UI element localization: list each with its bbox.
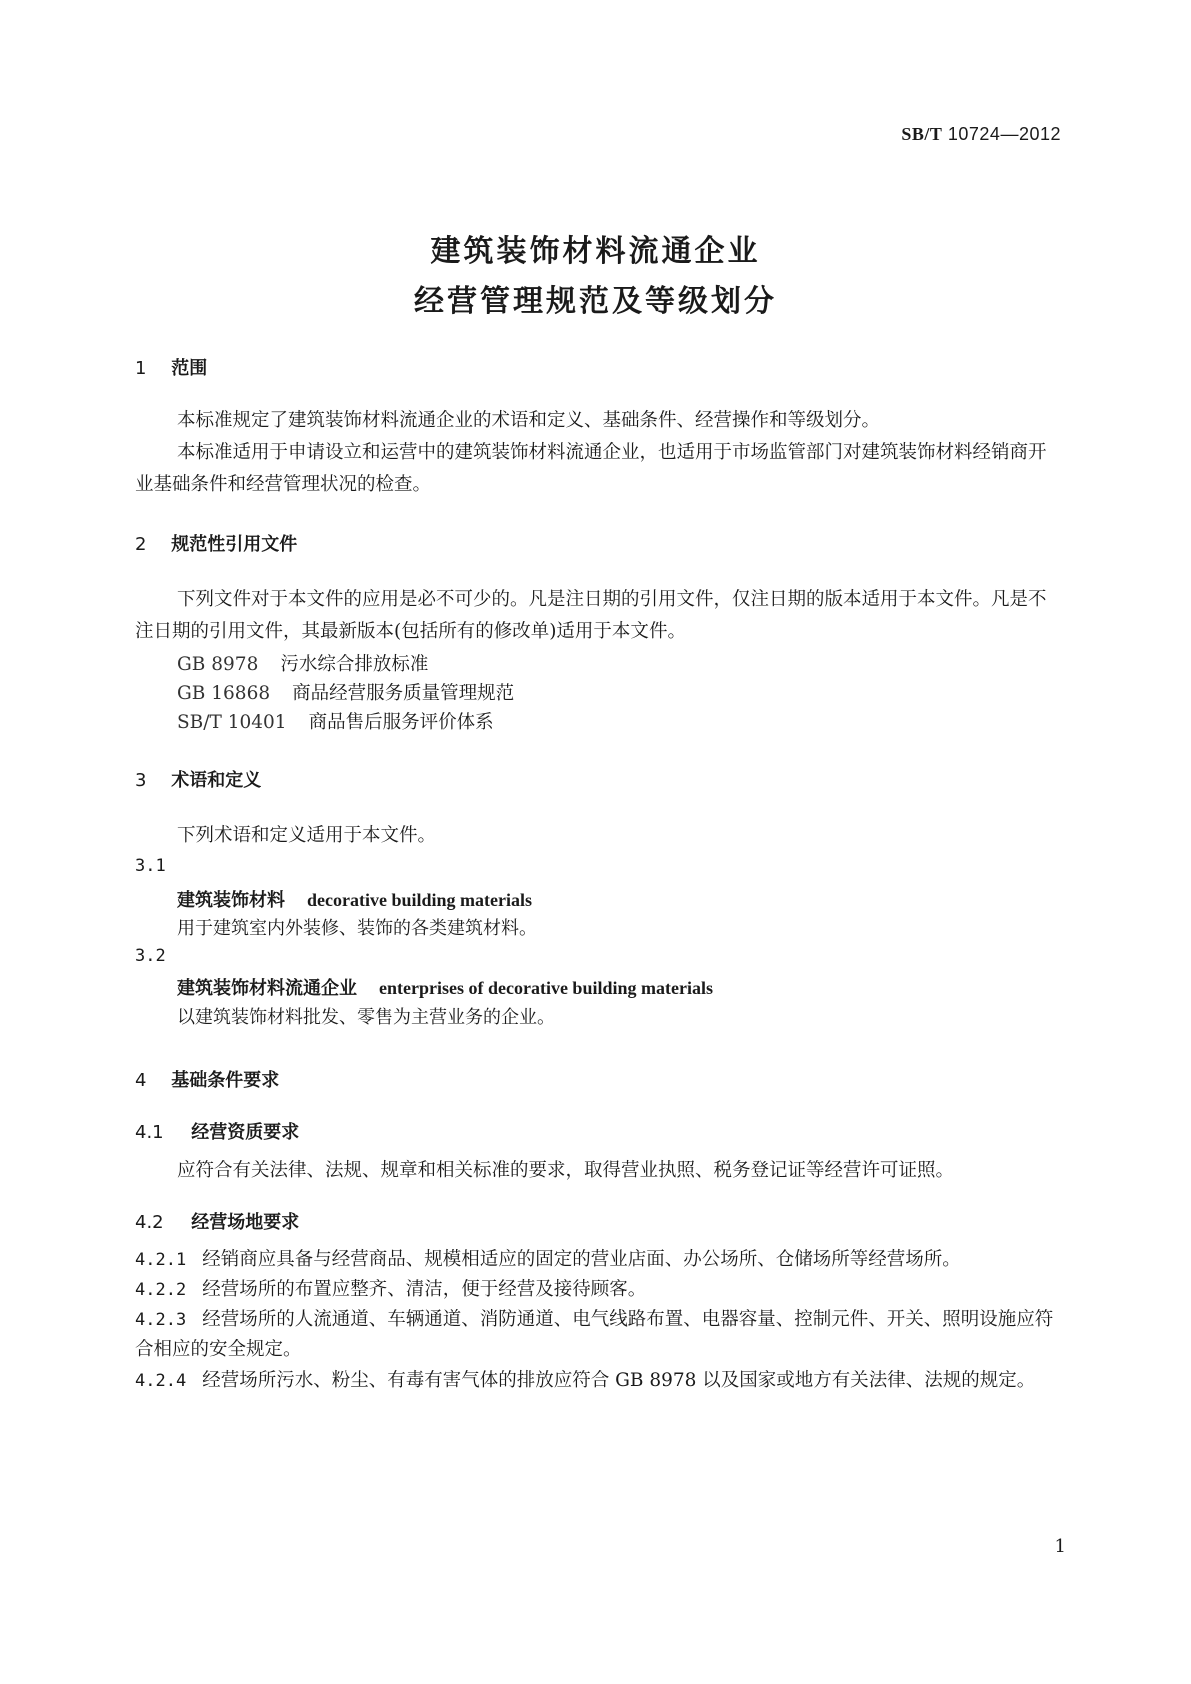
section-1-paragraph-2: 本标准适用于申请设立和运营中的建筑装饰材料流通企业，也适用于市场监管部门对建筑装饰材料经销商开业基础条件和经营管理状况的检查。 (135, 442, 1047, 495)
term-definition: 用于建筑室内外装修、装饰的各类建筑材料。 (177, 918, 537, 939)
subsection-title: 经营场地要求 (191, 1212, 300, 1233)
section-3-heading (135, 766, 261, 792)
section-number: 2 (135, 534, 147, 555)
subsection-number: 4.1 (135, 1122, 164, 1143)
term-english: enterprises of decorative building materials (379, 978, 713, 998)
page-number: 1 (1054, 1536, 1066, 1557)
section-1-paragraph-1: 本标准规定了建筑装饰材料流通企业的术语和定义、基础条件、经营操作和等级划分。 (177, 410, 881, 431)
reference-item: SB/T 10401 商品售后服务评价体系 (177, 712, 494, 733)
subsection-4-2-heading (135, 1208, 299, 1234)
document-title-line-1: 建筑装饰材料流通企业 (430, 234, 761, 269)
section-3-intro: 下列术语和定义适用于本文件。 (177, 825, 437, 846)
section-number: 4 (135, 1070, 147, 1091)
standard-number: 10724—2012 (947, 124, 1061, 144)
clause-item: 4.2.3 经营场所的人流通道、车辆通道、消防通道、电气线路布置、电器容量、控制元件、开关、照明设施应符合相应的安全规定。 (135, 1309, 1054, 1360)
subsection-4-1-text: 应符合有关法律、法规、规章和相关标准的要求，取得营业执照、税务登记证等经营许可证照。 (177, 1160, 955, 1181)
term-chinese: 建筑装饰材料流通企业 (177, 978, 357, 999)
subsection-title: 经营资质要求 (191, 1122, 300, 1143)
section-title: 基础条件要求 (171, 1070, 280, 1091)
section-title: 术语和定义 (171, 770, 262, 791)
standard-prefix: SB/T (901, 124, 943, 144)
term-number: 3.2 (135, 946, 166, 966)
term-entry (177, 974, 713, 1000)
reference-item: GB 16868 商品经营服务质量管理规范 (177, 683, 515, 704)
clause-item: 4.2.4 经营场所污水、粉尘、有毒有害气体的排放应符合 GB 8978 以及国家或地方有关法律、法规的规定。 (135, 1370, 1036, 1391)
term-number: 3.1 (135, 856, 166, 876)
clause-item: 4.2.1 经销商应具备与经营商品、规模相适应的固定的营业店面、办公场所、仓储场所等经营场所。 (135, 1249, 961, 1270)
section-number: 1 (135, 358, 147, 379)
standard-code (901, 124, 1061, 145)
term-definition: 以建筑装饰材料批发、零售为主营业务的企业。 (177, 1007, 555, 1028)
term-chinese: 建筑装饰材料 (177, 890, 285, 911)
section-title: 规范性引用文件 (171, 534, 298, 555)
section-1-heading (135, 354, 207, 380)
section-2-heading (135, 530, 297, 556)
subsection-number: 4.2 (135, 1212, 164, 1233)
document-title-line-2: 经营管理规范及等级划分 (414, 284, 777, 319)
section-number: 3 (135, 770, 147, 791)
term-english: decorative building materials (307, 890, 532, 910)
section-title: 范围 (171, 358, 208, 379)
section-4-heading (135, 1066, 279, 1092)
subsection-4-1-heading (135, 1118, 299, 1144)
clause-item: 4.2.2 经营场所的布置应整齐、清洁，便于经营及接待顾客。 (135, 1279, 647, 1300)
section-2-paragraph: 下列文件对于本文件的应用是必不可少的。凡是注日期的引用文件，仅注日期的版本适用于本文件。凡是不注日期的引用文件，其最新版本(包括所有的修改单)适用于本文件。 (135, 589, 1047, 642)
term-entry (177, 886, 532, 912)
reference-item: GB 8978 污水综合排放标准 (177, 654, 429, 675)
